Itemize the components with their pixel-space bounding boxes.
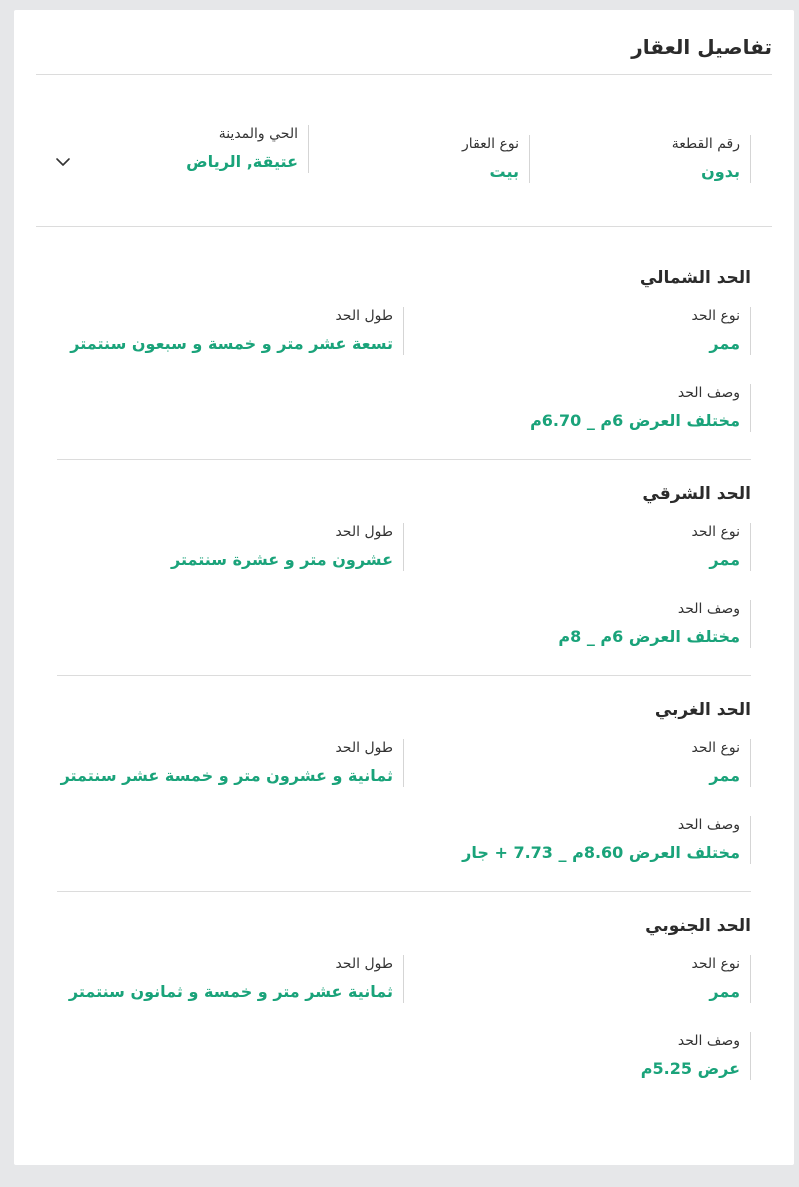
plot-number-field bbox=[672, 135, 751, 183]
plot-number-value: بدون bbox=[701, 162, 740, 181]
district-city-label: الحي والمدينة bbox=[218, 126, 298, 142]
boundary-type-label: نوع الحد bbox=[691, 740, 740, 756]
south-boundary-length-field bbox=[69, 955, 404, 1003]
boundary-type-label: نوع الحد bbox=[691, 956, 740, 972]
boundary-description-label: وصف الحد bbox=[677, 601, 740, 617]
plot-number-label: رقم القطعة bbox=[671, 136, 740, 152]
boundary-length-label: طول الحد bbox=[335, 740, 393, 756]
west-boundary-type-field bbox=[692, 739, 751, 787]
north-boundary-length-field bbox=[70, 307, 404, 355]
boundary-length-value: تسعة عشر متر و خمسة و سبعون سنتمتر bbox=[70, 334, 393, 353]
district-city-value: عتيقة, الرياض bbox=[186, 152, 298, 171]
boundary-description-value: مختلف العرض 8.60م _ 7.73 + جار bbox=[462, 843, 740, 862]
boundary-description-value: مختلف العرض 6م _ 6.70م bbox=[530, 411, 740, 430]
boundary-type-label: نوع الحد bbox=[691, 524, 740, 540]
boundary-length-label: طول الحد bbox=[335, 308, 393, 324]
boundary-length-label: طول الحد bbox=[335, 524, 393, 540]
page-title: تفاصيل العقار bbox=[631, 35, 772, 59]
boundary-description-label: وصف الحد bbox=[677, 1033, 740, 1049]
property-details-card bbox=[14, 10, 794, 1165]
east-boundary-title: الحد الشرقي bbox=[642, 484, 751, 504]
east-boundary-type-field bbox=[692, 523, 751, 571]
section-divider bbox=[57, 459, 751, 460]
north-boundary-description-field bbox=[530, 384, 751, 432]
boundary-type-value: ممر bbox=[709, 550, 740, 569]
east-boundary-description-field bbox=[558, 600, 751, 648]
boundary-type-value: ممر bbox=[709, 982, 740, 1001]
boundary-description-value: مختلف العرض 6م _ 8م bbox=[558, 627, 740, 646]
title-divider bbox=[36, 74, 772, 75]
property-type-field bbox=[462, 135, 530, 183]
boundary-description-value: عرض 5.25م bbox=[640, 1059, 740, 1078]
boundary-type-value: ممر bbox=[709, 766, 740, 785]
boundary-type-value: ممر bbox=[709, 334, 740, 353]
west-boundary-length-field bbox=[61, 739, 404, 787]
south-boundary-type-field bbox=[692, 955, 751, 1003]
north-boundary-type-field bbox=[692, 307, 751, 355]
boundary-length-value: عشرون متر و عشرة سنتمتر bbox=[171, 550, 393, 569]
boundary-description-label: وصف الحد bbox=[677, 385, 740, 401]
boundary-length-value: ثمانية و عشرون متر و خمسة عشر سنتمتر bbox=[60, 766, 393, 785]
south-boundary-title: الحد الجنوبي bbox=[645, 916, 751, 936]
west-boundary-description-field bbox=[462, 816, 751, 864]
district-city-field bbox=[186, 125, 309, 173]
property-type-label: نوع العقار bbox=[462, 136, 519, 152]
section-divider bbox=[57, 891, 751, 892]
summary-divider bbox=[36, 226, 772, 227]
north-boundary-title: الحد الشمالي bbox=[639, 268, 751, 288]
east-boundary-length-field bbox=[171, 523, 404, 571]
boundary-description-label: وصف الحد bbox=[677, 817, 740, 833]
chevron-down-icon[interactable] bbox=[54, 153, 72, 171]
section-divider bbox=[57, 675, 751, 676]
boundary-type-label: نوع الحد bbox=[691, 308, 740, 324]
property-type-value: بيت bbox=[489, 162, 519, 181]
boundary-length-label: طول الحد bbox=[335, 956, 393, 972]
south-boundary-description-field bbox=[641, 1032, 751, 1080]
boundary-length-value: ثمانية عشر متر و خمسة و ثمانون سنتمتر bbox=[68, 982, 393, 1001]
west-boundary-title: الحد الغربي bbox=[654, 700, 751, 720]
